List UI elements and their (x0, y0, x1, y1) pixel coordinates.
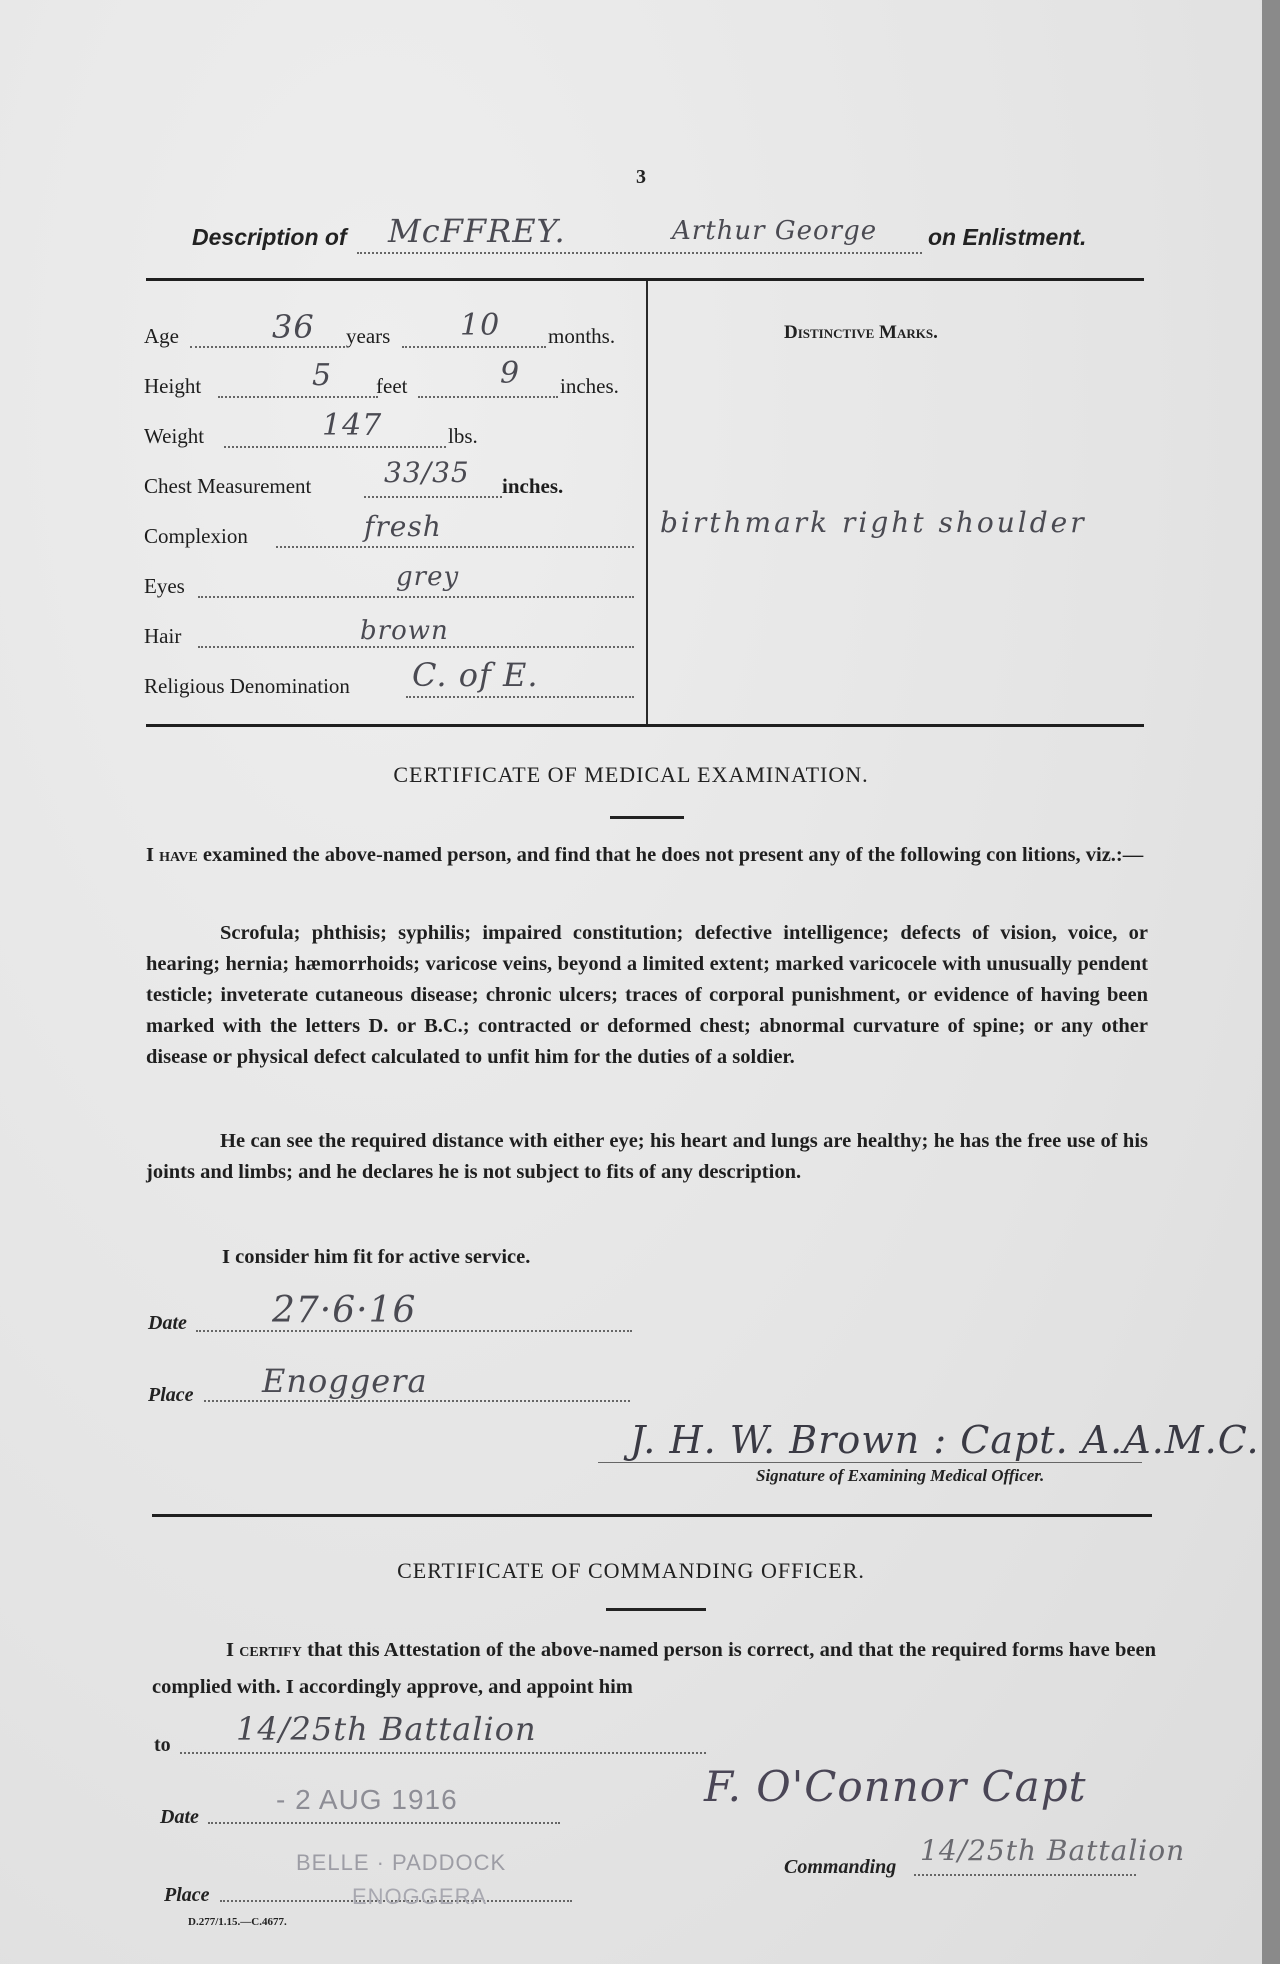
form-code: D.277/1.15.—C.4677. (188, 1916, 287, 1928)
weight-label: Weight (144, 424, 205, 448)
age-years-value: 36 (272, 308, 315, 346)
commanding-date-stamp: - 2 AUG 1916 (276, 1784, 458, 1815)
place-stamp-line-2: ENOGGERA (352, 1884, 488, 1909)
header-suffix: on Enlistment. (928, 224, 1087, 250)
medical-place-label: Place (148, 1384, 194, 1406)
hair-value: brown (360, 616, 449, 646)
height-label: Height (144, 374, 202, 398)
page-number: 3 (636, 166, 646, 188)
chest-value: 33/35 (384, 456, 470, 489)
medical-heading-underline (610, 816, 684, 819)
to-value: 14/25th Battalion (236, 1710, 537, 1748)
header-given-names: Arthur George (672, 216, 878, 246)
commanding-unit-value: 14/25th Battalion (920, 1834, 1186, 1867)
medical-paragraph-3: He can see the required distance with either eye; his heart and lungs are healthy; he has the free use of his joints and limbs; and he declares he is not subject to fits of any description. (146, 1130, 1148, 1183)
distinctive-marks-heading: Distinctive Marks. (784, 322, 938, 343)
chest-label: Chest Measurement (144, 474, 312, 498)
religion-label: Religious Denomination (144, 674, 350, 698)
header-surname: McFFREY. (388, 212, 566, 250)
feet-label: feet (376, 374, 408, 398)
header-name-line (357, 252, 922, 254)
months-label: months. (548, 324, 616, 348)
complexion-value: fresh (364, 510, 442, 543)
eyes-value: grey (396, 562, 460, 592)
commanding-date-label: Date (160, 1806, 199, 1828)
hair-label: Hair (144, 624, 182, 648)
complexion-label: Complexion (144, 524, 248, 548)
to-label: to (154, 1734, 171, 1756)
eyes-label: Eyes (144, 574, 185, 598)
header-prefix: Description of (192, 224, 347, 250)
medical-paragraph-4: I consider him fit for active service. (222, 1246, 531, 1268)
commanding-heading: CERTIFICATE OF COMMANDING OFFICER. (397, 1558, 865, 1583)
commanding-label: Commanding (784, 1856, 897, 1878)
commanding-heading-underline (606, 1608, 706, 1611)
years-label: years (346, 324, 391, 348)
medical-heading: CERTIFICATE OF MEDICAL EXAMINATION. (393, 762, 869, 787)
table-divider (646, 281, 648, 727)
section-rule (152, 1514, 1152, 1517)
distinctive-marks-value: birthmark right shoulder (660, 506, 1087, 539)
medical-date-value: 27·6·16 (272, 1290, 417, 1331)
commanding-officer-signature: F. O'Connor Capt (704, 1762, 1087, 1811)
commanding-place-label: Place (164, 1884, 210, 1906)
height-inches-value: 9 (500, 356, 521, 391)
place-stamp-line-1: BELLE · PADDOCK (296, 1850, 507, 1875)
age-months-value: 10 (460, 308, 501, 343)
inches-label: inches. (560, 374, 619, 398)
medical-place-value: Enoggera (262, 1362, 428, 1400)
medical-paragraph-1: I have examined the above-named person, and find that he does not present any of the following con litions, viz.:— (146, 844, 1144, 866)
medical-officer-signature: J. H. W. Brown : Capt. A.A.M.C. (630, 1418, 1260, 1462)
table-top-rule (146, 278, 1144, 281)
table-bottom-rule (146, 724, 1144, 727)
weight-value: 147 (322, 408, 383, 443)
chest-unit: inches. (502, 474, 564, 498)
commanding-paragraph: I certify that this Attestation of the above-named person is correct, and that the required forms have been complied with. I accordingly approve, and appoint him (152, 1639, 1156, 1698)
height-feet-value: 5 (312, 358, 333, 393)
page-edge (1262, 0, 1280, 1964)
medical-paragraph-2: Scrofula; phthisis; syphilis; impaired constitution; defective intelligence; defects of vision, voice, or hearing; hernia; hæmorrhoids; varicose veins, beyond a limited extent; marked varicocele with unusually pendent testicle; inveterate cutaneous disease; chronic ulcers; traces of corporal punishment, or evidence of having been marked with the letters D. or B.C.; contracted or deformed chest; abnormal curvature of spine; or any other disease or physical defect calculated to unfit him for the duties of a soldier. (146, 922, 1148, 1068)
medical-date-label: Date (148, 1312, 187, 1334)
age-label: Age (144, 324, 179, 348)
lbs-label: lbs. (448, 424, 478, 448)
medical-signature-caption: Signature of Examining Medical Officer. (756, 1466, 1045, 1485)
religion-value: C. of E. (412, 656, 539, 694)
